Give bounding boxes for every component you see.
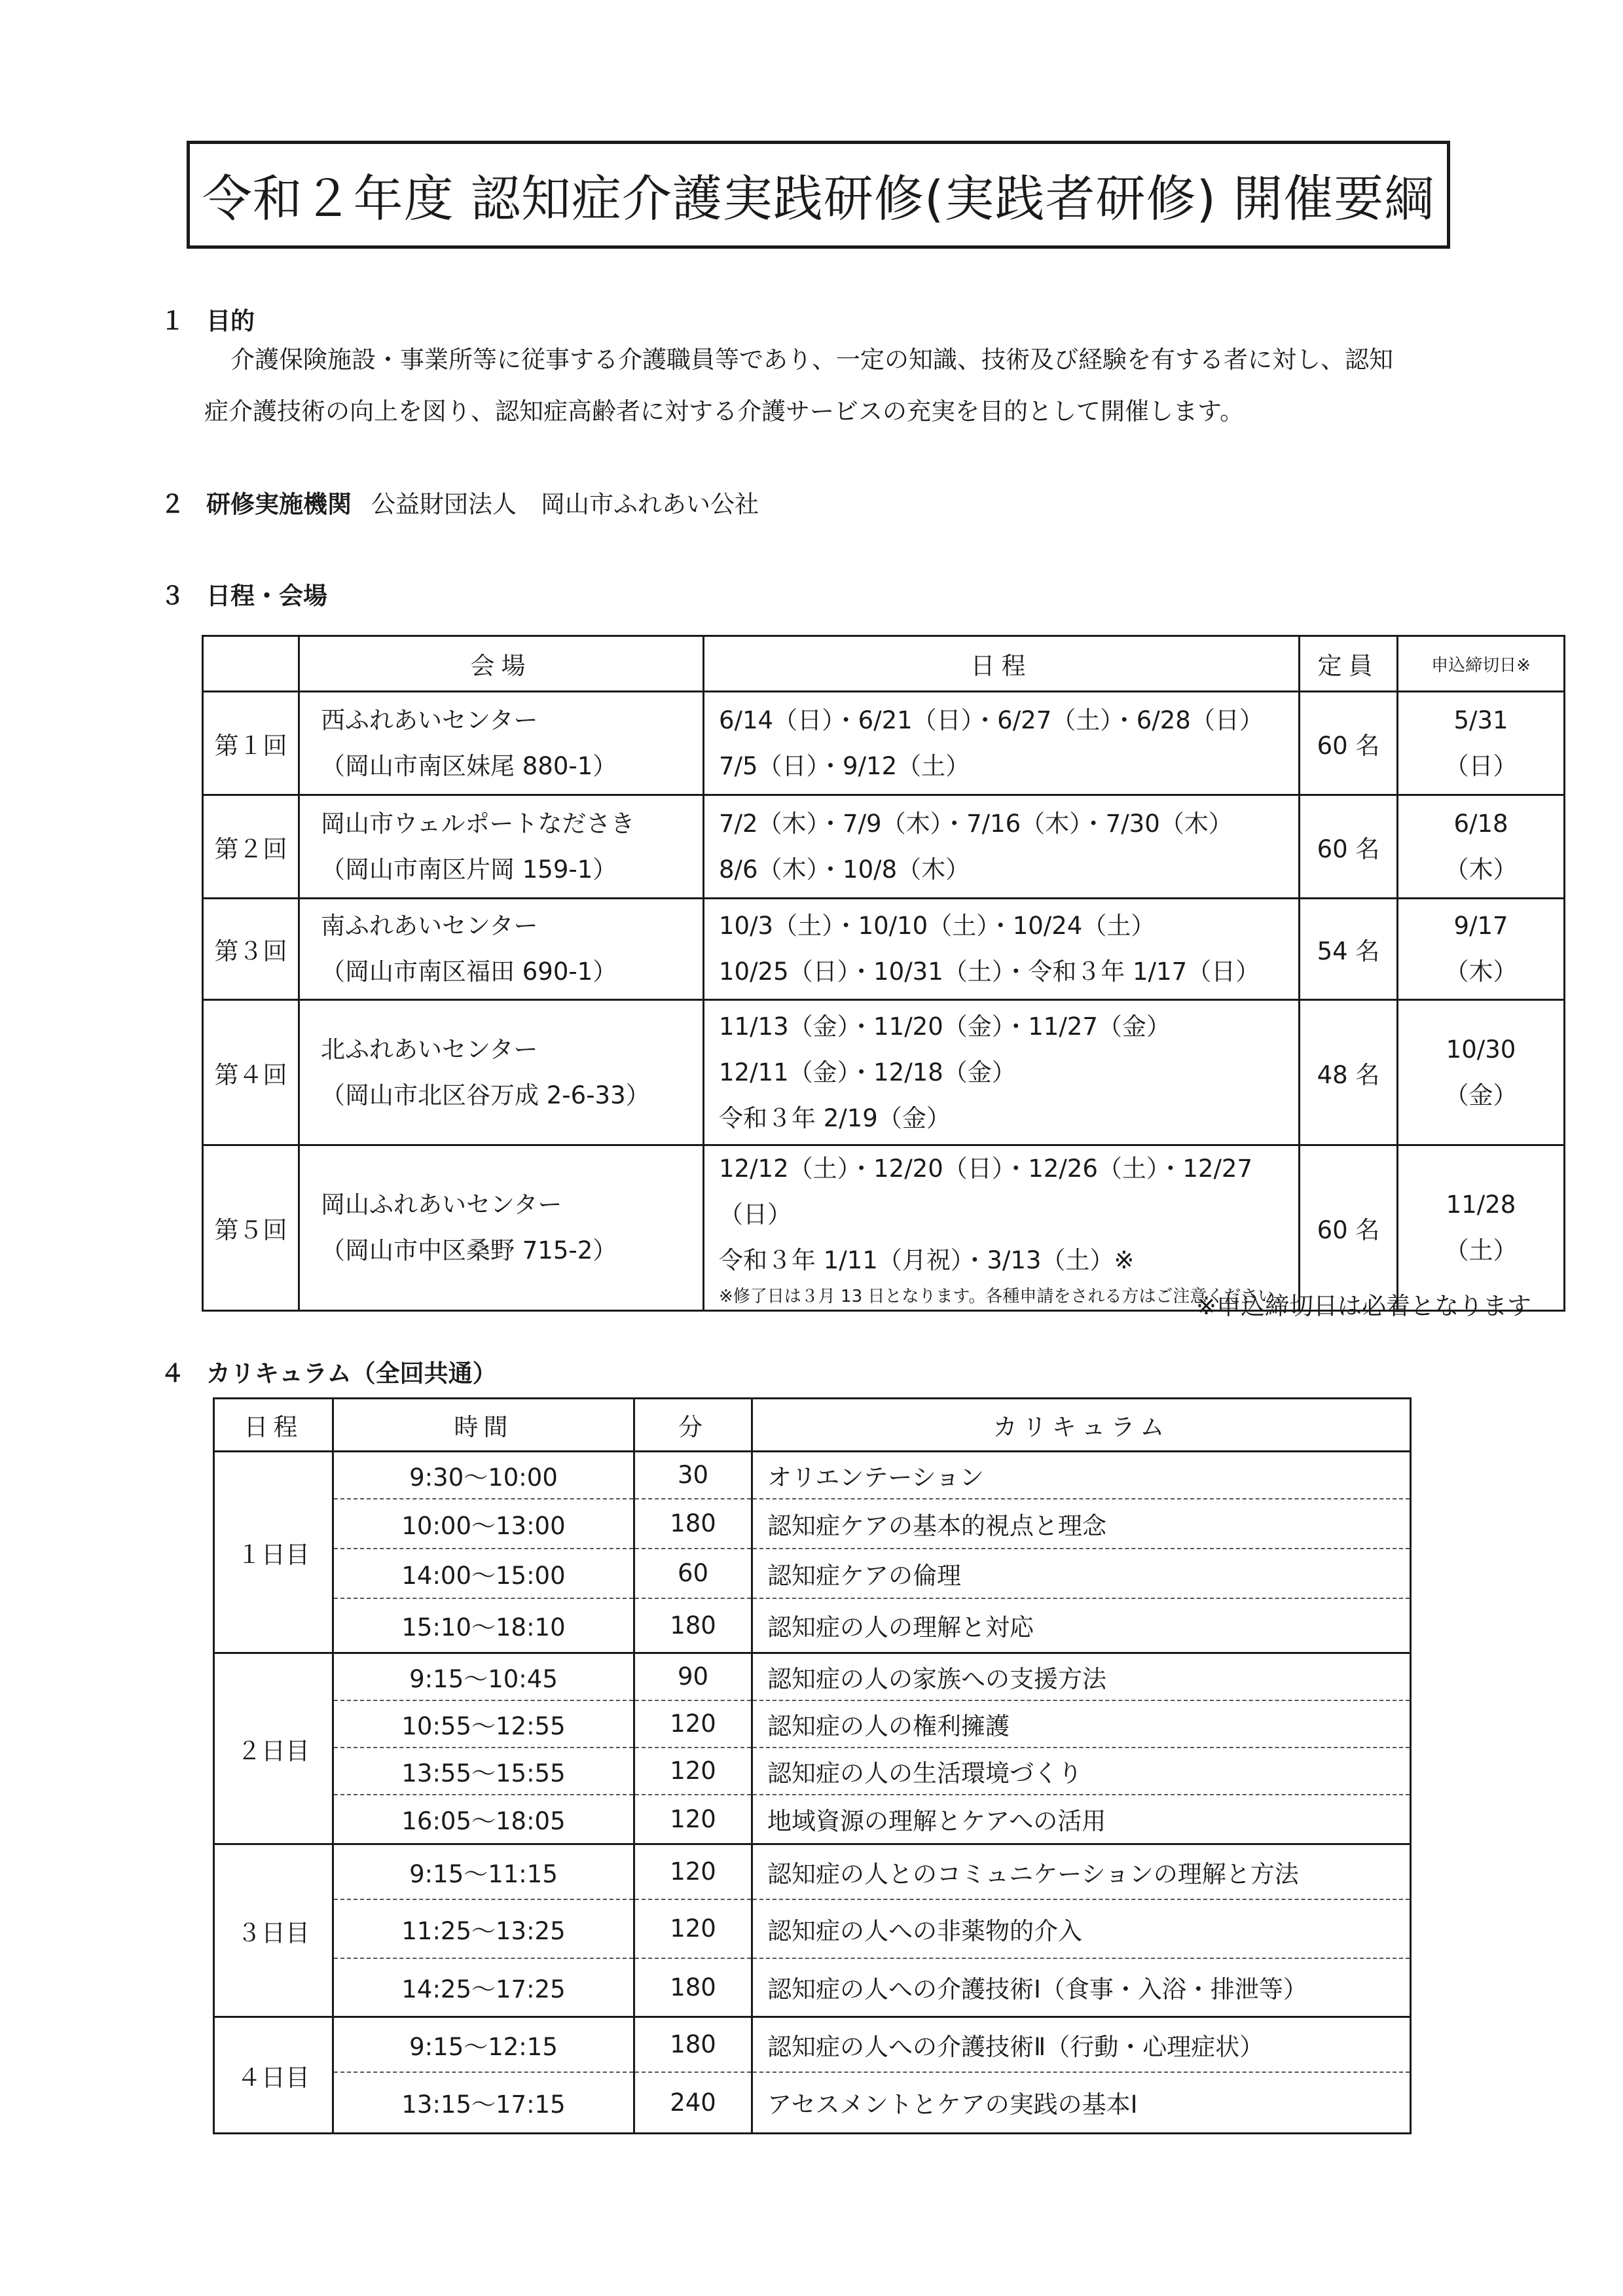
deadline-date: 10/30	[1446, 1035, 1516, 1064]
deadline-date: 11/28	[1446, 1191, 1516, 1219]
venue-name: 北ふれあいセンター	[321, 1035, 538, 1064]
deadline-date: 6/18	[1453, 809, 1508, 838]
table-row	[214, 1844, 1411, 1899]
round-label: 第１回	[203, 692, 299, 795]
curriculum-cell: オリエンテーション	[752, 1452, 1411, 1499]
minutes-cell: 60	[634, 1549, 752, 1598]
round-label: 第２回	[203, 795, 299, 899]
day-label: ３日目	[214, 1844, 333, 2017]
schedule-row	[203, 899, 1565, 1000]
deadline-weekday: （土）	[1444, 1236, 1518, 1265]
section3-number: ３	[160, 582, 185, 610]
dates-line: 7/5（日）・9/12（土）	[719, 751, 970, 780]
dates-cell	[704, 899, 1300, 1000]
section1-number: １	[160, 307, 185, 335]
minutes-cell: 120	[634, 1700, 752, 1748]
round-label: 第５回	[203, 1145, 299, 1311]
dates-line: 10/3（土）・10/10（土）・10/24（土）	[719, 912, 1156, 940]
schedule-header-venue: 会場	[299, 636, 704, 692]
minutes-cell: 120	[634, 1748, 752, 1795]
schedule-row	[203, 1000, 1565, 1145]
curriculum-cell: アセスメントとケアの実践の基本Ⅰ	[752, 2072, 1411, 2134]
curriculum-cell: 認知症の人の理解と対応	[752, 1598, 1411, 1653]
dates-cell	[704, 795, 1300, 899]
page-title: 令和２年度 認知症介護実践研修(実践者研修) 開催要綱	[187, 141, 1450, 249]
minutes-cell: 240	[634, 2072, 752, 2134]
capacity-cell: 60 名	[1300, 692, 1398, 795]
minutes-cell: 180	[634, 2017, 752, 2072]
time-cell: 10:55～12:55	[333, 1700, 634, 1748]
minutes-cell: 90	[634, 1653, 752, 1700]
curriculum-header-curriculum: カリキュラム	[752, 1399, 1411, 1452]
minutes-cell: 180	[634, 1598, 752, 1653]
dates-line: 12/12（土）・12/20（日）・12/26（土）・12/27（日）	[719, 1155, 1253, 1229]
curriculum-cell: 認知症の人とのコミュニケーションの理解と方法	[752, 1844, 1411, 1899]
day-label: ４日目	[214, 2017, 333, 2134]
deadline-footnote: ※申込締切日は必着となります	[1195, 1292, 1531, 1320]
dates-line: 6/14（日）・6/21（日）・6/27（土）・6/28（日）	[719, 706, 1264, 734]
time-cell: 10:00～13:00	[333, 1499, 634, 1549]
dates-line: 令和３年 2/19（金）	[719, 1103, 951, 1132]
section2-value: 公益財団法人 岡山市ふれあい公社	[371, 490, 759, 518]
deadline-weekday: （金）	[1444, 1081, 1518, 1109]
time-cell: 13:15～17:15	[333, 2072, 634, 2134]
table-row	[214, 1499, 1411, 1549]
venue-address: （岡山市南区福田 690-1）	[321, 958, 617, 986]
deadline-weekday: （木）	[1444, 855, 1518, 884]
capacity-cell: 48 名	[1300, 1000, 1398, 1145]
time-cell: 9:15～11:15	[333, 1844, 634, 1899]
schedule-header-capacity: 定員	[1300, 636, 1398, 692]
schedule-row	[203, 692, 1565, 795]
time-cell: 14:25～17:25	[333, 1958, 634, 2017]
minutes-cell: 120	[634, 1844, 752, 1899]
venue-address: （岡山市南区妹尾 880-1）	[321, 751, 617, 780]
section1-line1: 介護保険施設・事業所等に従事する介護職員等であり、一定の知識、技術及び経験を有する者に対し、認知	[230, 346, 1393, 374]
table-row	[214, 1748, 1411, 1795]
day-label: １日目	[214, 1452, 333, 1653]
time-cell: 11:25～13:25	[333, 1899, 634, 1958]
minutes-cell: 180	[634, 1958, 752, 2017]
curriculum-header-minutes: 分	[634, 1399, 752, 1452]
curriculum-table	[213, 1397, 1412, 2134]
completion-note: ※修了日は３月 13 日となります。各種申請をされる方はご注意ください。	[719, 1287, 1292, 1306]
time-cell: 9:15～12:15	[333, 2017, 634, 2072]
time-cell: 16:05～18:05	[333, 1795, 634, 1844]
table-row	[214, 2072, 1411, 2134]
capacity-cell: 60 名	[1300, 795, 1398, 899]
section1-heading	[160, 301, 255, 336]
section4-heading	[160, 1354, 497, 1389]
venue-name: 西ふれあいセンター	[321, 706, 538, 734]
dates-line: 11/13（金）・11/20（金）・11/27（金）	[719, 1012, 1171, 1041]
curriculum-header-day: 日程	[214, 1399, 333, 1452]
curriculum-cell: 認知症の人への介護技術Ⅱ（行動・心理症状）	[752, 2017, 1411, 2072]
curriculum-header-time: 時間	[333, 1399, 634, 1452]
section2-number: ２	[160, 490, 185, 518]
section3-title: 日程・会場	[206, 582, 327, 610]
curriculum-cell: 認知症の人の家族への支援方法	[752, 1653, 1411, 1700]
venue-cell	[299, 692, 704, 795]
round-label: 第３回	[203, 899, 299, 1000]
schedule-header-deadline: 申込締切日※	[1398, 636, 1565, 692]
table-row	[214, 1653, 1411, 1700]
curriculum-cell: 認知症ケアの基本的視点と理念	[752, 1499, 1411, 1549]
schedule-header-blank	[203, 636, 299, 692]
time-cell: 9:15～10:45	[333, 1653, 634, 1700]
deadline-cell	[1398, 899, 1565, 1000]
deadline-date: 5/31	[1453, 706, 1508, 734]
section4-number: ４	[160, 1359, 185, 1388]
deadline-weekday: （木）	[1444, 958, 1518, 986]
venue-name: 岡山市ウェルポートなださき	[321, 809, 635, 838]
curriculum-cell: 認知症ケアの倫理	[752, 1549, 1411, 1598]
minutes-cell: 180	[634, 1499, 752, 1549]
section2-title: 研修実施機関	[206, 490, 352, 518]
table-row	[214, 1795, 1411, 1844]
minutes-cell: 120	[634, 1899, 752, 1958]
curriculum-cell: 認知症の人の権利擁護	[752, 1700, 1411, 1748]
dates-cell	[704, 692, 1300, 795]
table-row	[214, 1598, 1411, 1653]
deadline-weekday: （日）	[1444, 751, 1518, 780]
schedule-header-row	[203, 636, 1565, 692]
curriculum-header-row	[214, 1399, 1411, 1452]
dates-line: 12/11（金）・12/18（金）	[719, 1058, 1016, 1086]
table-row	[214, 1899, 1411, 1958]
venue-cell	[299, 1145, 704, 1311]
day-label: ２日目	[214, 1653, 333, 1844]
time-cell: 14:00～15:00	[333, 1549, 634, 1598]
dates-line: 令和３年 1/11（月祝）・3/13（土）※	[719, 1246, 1135, 1274]
venue-address: （岡山市中区桑野 715-2）	[321, 1236, 617, 1265]
venue-cell	[299, 1000, 704, 1145]
schedule-header-dates: 日程	[704, 636, 1300, 692]
dates-line: 7/2（木）・7/9（木）・7/16（木）・7/30（木）	[719, 809, 1233, 838]
section1-title: 目的	[206, 307, 255, 335]
schedule-row	[203, 795, 1565, 899]
table-row	[214, 1958, 1411, 2017]
dates-line: 8/6（木）・10/8（木）	[719, 855, 970, 884]
time-cell: 13:55～15:55	[333, 1748, 634, 1795]
deadline-cell	[1398, 795, 1565, 899]
curriculum-cell: 地域資源の理解とケアへの活用	[752, 1795, 1411, 1844]
curriculum-cell: 認知症の人への非薬物的介入	[752, 1899, 1411, 1958]
venue-cell	[299, 795, 704, 899]
capacity-cell: 54 名	[1300, 899, 1398, 1000]
venue-name: 岡山ふれあいセンター	[321, 1191, 562, 1219]
table-row	[214, 1700, 1411, 1748]
time-cell: 9:30～10:00	[333, 1452, 634, 1499]
dates-cell	[704, 1000, 1300, 1145]
schedule-table	[202, 635, 1565, 1312]
section4-title: カリキュラム（全回共通）	[206, 1359, 497, 1388]
dates-line: 10/25（日）・10/31（土）・令和３年 1/17（日）	[719, 958, 1260, 986]
table-row	[214, 1549, 1411, 1598]
table-row	[214, 2017, 1411, 2072]
section2-heading	[160, 484, 759, 520]
section1-line2: 症介護技術の向上を図り、認知症高齢者に対する介護サービスの充実を目的として開催します。	[204, 397, 1245, 425]
venue-address: （岡山市北区谷万成 2-6-33）	[321, 1081, 650, 1109]
curriculum-cell: 認知症の人の生活環境づくり	[752, 1748, 1411, 1795]
minutes-cell: 30	[634, 1452, 752, 1499]
minutes-cell: 120	[634, 1795, 752, 1844]
venue-address: （岡山市南区片岡 159-1）	[321, 855, 617, 884]
round-label: 第４回	[203, 1000, 299, 1145]
table-row	[214, 1452, 1411, 1499]
section3-heading	[160, 576, 327, 611]
time-cell: 15:10～18:10	[333, 1598, 634, 1653]
venue-name: 南ふれあいセンター	[321, 912, 538, 940]
venue-cell	[299, 899, 704, 1000]
deadline-cell	[1398, 692, 1565, 795]
deadline-cell	[1398, 1000, 1565, 1145]
deadline-date: 9/17	[1453, 912, 1508, 940]
curriculum-cell: 認知症の人への介護技術Ⅰ（食事・入浴・排泄等）	[752, 1958, 1411, 2017]
capacity-cell: 60 名	[1300, 1145, 1398, 1311]
